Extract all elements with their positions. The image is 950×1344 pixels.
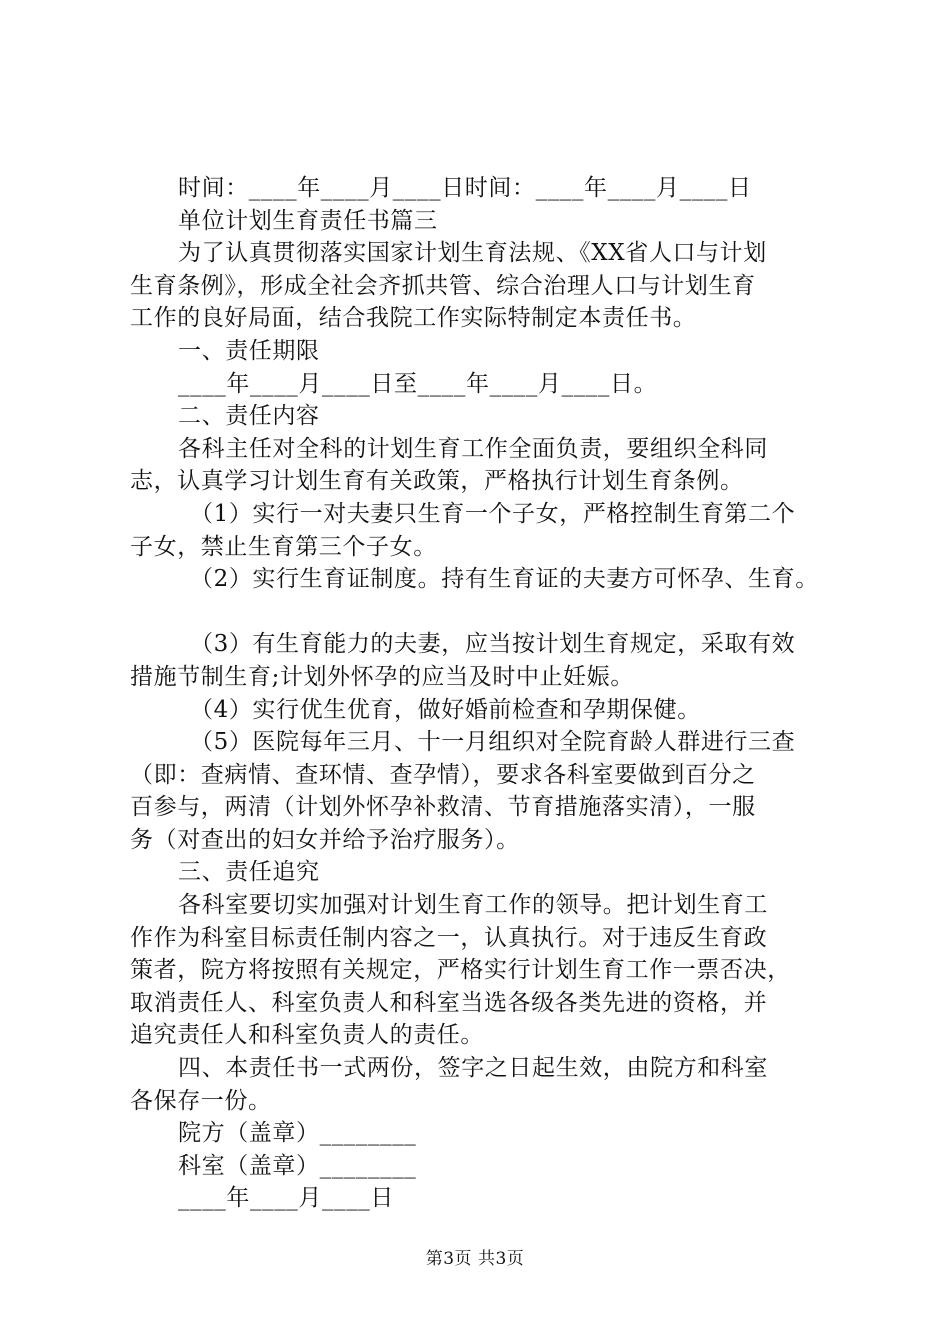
page-number: 第3页 共3页 <box>425 1249 525 1269</box>
signature-date-line: ____年____月____日 <box>178 1185 394 1212</box>
item-5-line-1: （5）医院每年三月、十一月组织对全院育龄人群进行三查 <box>190 729 796 756</box>
section-four-line-1: 四、本责任书一式两份，签字之日起生效，由院方和科室 <box>178 1055 768 1082</box>
document-title: 单位计划生育责任书篇三 <box>178 207 438 234</box>
hospital-seal-line: 院方（盖章）________ <box>178 1120 417 1147</box>
item-5-line-2: （即：查病情、查环情、查孕情），要求各科室要做到百分之 <box>130 761 756 788</box>
document-body <box>130 172 850 1215</box>
item-1-line-1: （1）实行一对夫妻只生育一个子女，严格控制生育第二个 <box>190 500 796 527</box>
accountability-line-1: 各科室要切实加强对计划生育工作的领导。把计划生育工 <box>178 892 768 919</box>
accountability-line-2: 作作为科室目标责任制内容之一，认真执行。对于违反生育政 <box>130 924 768 951</box>
accountability-line-5: 追究责任人和科室负责人的责任。 <box>130 1022 484 1049</box>
accountability-line-3: 策者，院方将按照有关规定，严格实行计划生育工作一票否决， <box>130 957 791 984</box>
item-4-line: （4）实行优生优育，做好婚前检查和孕期保健。 <box>190 696 701 723</box>
section-heading-accountability: 三、责任追究 <box>178 859 320 886</box>
accountability-line-4: 取消责任人、科室负责人和科室当选各级各类先进的资格，并 <box>130 989 768 1016</box>
intro-line-2: 生育条例》，形成全社会齐抓共管、综合治理人口与计划生育 <box>130 272 756 299</box>
intro-line-1: 为了认真贯彻落实国家计划生育法规、《XX省人口与计划 <box>178 240 767 267</box>
section-four-line-2: 各保存一份。 <box>130 1087 272 1114</box>
item-1-line-2: 子女，禁止生育第三个子女。 <box>130 533 437 560</box>
intro-line-3: 工作的良好局面，结合我院工作实际特制定本责任书。 <box>130 305 697 332</box>
content-line-1: 各科主任对全科的计划生育工作全面负责，要组织全科同 <box>178 435 768 462</box>
date-line: 时间：____年____月____日时间：____年____月____日 <box>178 175 752 201</box>
section-heading-content: 二、责任内容 <box>178 403 320 430</box>
term-date-line: ____年____月____日至____年____月____日。 <box>178 370 658 397</box>
item-3-line-2: 措施节制生育;计划外怀孕的应当及时中止妊娠。 <box>130 663 634 690</box>
item-2-line: （2）实行生育证制度。持有生育证的夫妻方可怀孕、生育。 <box>190 566 819 593</box>
blank-line <box>130 596 850 629</box>
item-3-line-1: （3）有生育能力的夫妻，应当按计划生育规定，采取有效 <box>190 631 796 658</box>
department-seal-line: 科室（盖章）________ <box>178 1152 417 1179</box>
content-line-2: 志，认真学习计划生育有关政策，严格执行计划生育条例。 <box>130 468 744 495</box>
section-heading-term: 一、责任期限 <box>178 337 320 364</box>
item-5-line-3: 百参与，两清（计划外怀孕补救清、节育措施落实清），一服 <box>130 794 756 821</box>
item-5-line-4: 务（对查出的妇女并给予治疗服务）。 <box>130 826 520 853</box>
